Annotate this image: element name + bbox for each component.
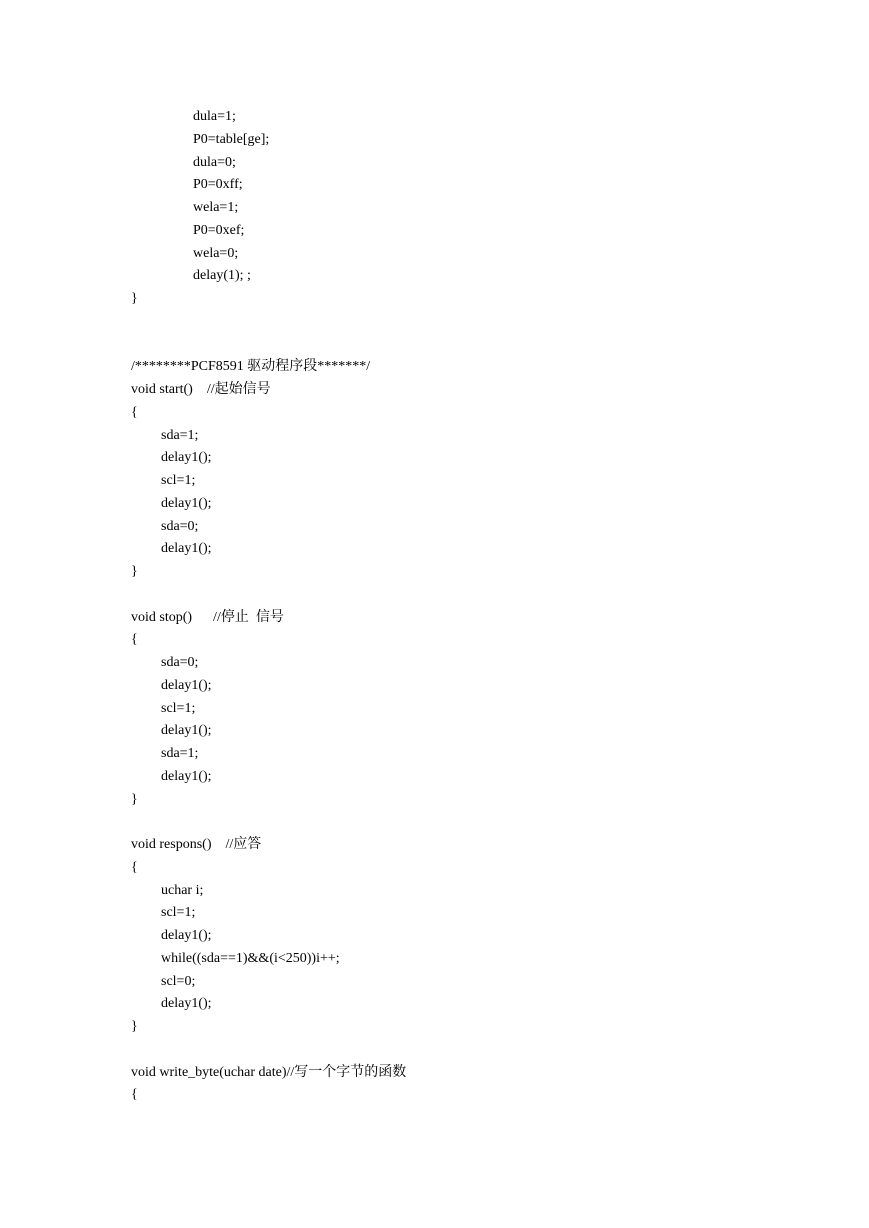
code-line: sda=0; [161, 518, 199, 534]
code-line: scl=1; [161, 700, 196, 716]
code-line: uchar i; [161, 882, 204, 898]
code-line: dula=0; [193, 154, 236, 170]
code-line: } [131, 791, 138, 807]
code-line: scl=1; [161, 905, 196, 921]
code-line: { [131, 404, 138, 420]
code-line: sda=0; [161, 655, 199, 670]
code-line: delay1(); [161, 677, 212, 693]
code-line: wela=1; [193, 200, 239, 215]
code-line: sda=1; [161, 746, 199, 761]
code-line: delay1(); [161, 928, 212, 943]
code-line: delay(1); ; [193, 268, 251, 284]
code-line: delay1(); [161, 450, 212, 466]
code-line: void stop() //停止 信号 [131, 609, 284, 625]
code-line: dula=1; [193, 109, 236, 124]
code-line: } [131, 1019, 138, 1034]
code-line: P0=table[ge]; [193, 131, 270, 147]
code-line: void start() //起始信号 [131, 382, 271, 397]
code-line: /********PCF8591 驱动程序段*******/ [131, 359, 371, 375]
code-line: { [131, 632, 138, 648]
code-line: P0=0xff; [193, 177, 243, 193]
code-line: scl=1; [161, 473, 196, 488]
code-line: delay1(); [161, 541, 212, 557]
code-line: void write_byte(uchar date)//写一个字节的函数 [131, 1064, 407, 1080]
code-line: delay1(); [161, 996, 212, 1012]
code-line: delay1(); [161, 723, 212, 739]
code-line: { [131, 859, 138, 875]
code-line: scl=0; [161, 973, 196, 989]
code-line: { [131, 1087, 138, 1103]
code-line: delay1(); [161, 768, 212, 784]
code-line: P0=0xef; [193, 222, 245, 238]
code-line: delay1(); [161, 495, 212, 511]
code-line: } [131, 291, 138, 306]
code-line: } [131, 564, 138, 579]
code-line: wela=0; [193, 245, 239, 261]
code-line: sda=1; [161, 427, 199, 443]
code-line: while((sda==1)&&(i<250))i++; [161, 950, 340, 966]
code-line: void respons() //应答 [131, 837, 262, 852]
